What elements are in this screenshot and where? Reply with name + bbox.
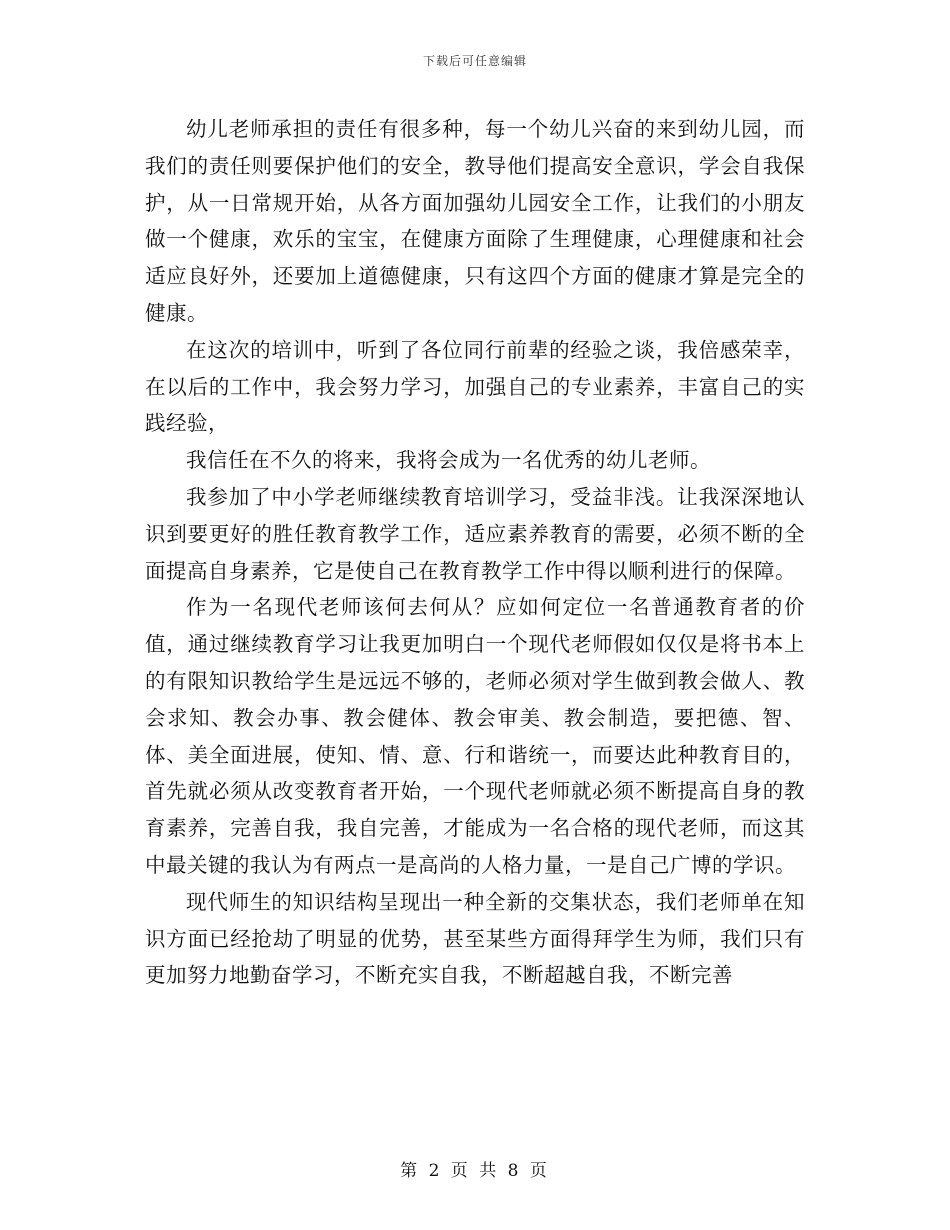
paragraph: 在这次的培训中，听到了各位同行前辈的经验之谈，我倍感荣幸，在以后的工作中，我会努力学习，加强自己的专业素养，丰富自己的实践经验，: [145, 337, 805, 436]
paragraph: 现代师生的知识结构呈现出一种全新的交集状态，我们老师单在知识方面已经抢劫了明显的优势，甚至某些方面得拜学生为师，我们只有更加努力地勤奋学习，不断充实自我，不断超越自我，不断完善: [145, 889, 805, 988]
paragraph: 幼儿老师承担的责任有很多种，每一个幼儿兴奋的来到幼儿园，而我们的责任则要保护他们的安全，教导他们提高安全意识，学会自我保护，从一日常规开始，从各方面加强幼儿园安全工作，让我们的小朋友做一个健康，欢乐的宝宝，在健康方面除了生理健康，心理健康和社会适应良好外，还要加上道德健康，只有这四个方面的健康才算是完全的健康。: [145, 117, 805, 325]
paragraph: 我信任在不久的将来，我将会成为一名优秀的幼儿老师。: [186, 448, 711, 473]
page-number-footer: 第 2 页 共 8 页: [400, 1161, 550, 1181]
paragraph: 我参加了中小学老师继续教育培训学习，受益非浅。让我深深地认识到要更好的胜任教育教学工作，适应素养教育的需要，必须不断的全面提高自身素养，它是使自己在教育教学工作中得以顺利进行的保障。: [145, 484, 805, 583]
header-note: 下载后可任意编辑: [422, 54, 527, 68]
document-body: [145, 111, 805, 994]
paragraph: 作为一名现代老师该何去何从？应如何定位一名普通教育者的价值，通过继续教育学习让我更加明白一个现代老师假如仅仅是将书本上的有限知识教给学生是远远不够的，老师必须对学生做到教会做人、教会求知、教会办事、教会健体、教会审美、教会制造，要把德、智、体、美全面进展，使知、情、意、行和谐统一，而要达此种教育目的，首先就必须从改变教育者开始，一个现代老师就必须不断提高自身的教育素养，完善自我，我自完善，才能成为一名合格的现代老师，而这其中最关键的我认为有两点一是高尚的人格力量，一是自己广博的学识。: [145, 595, 805, 877]
